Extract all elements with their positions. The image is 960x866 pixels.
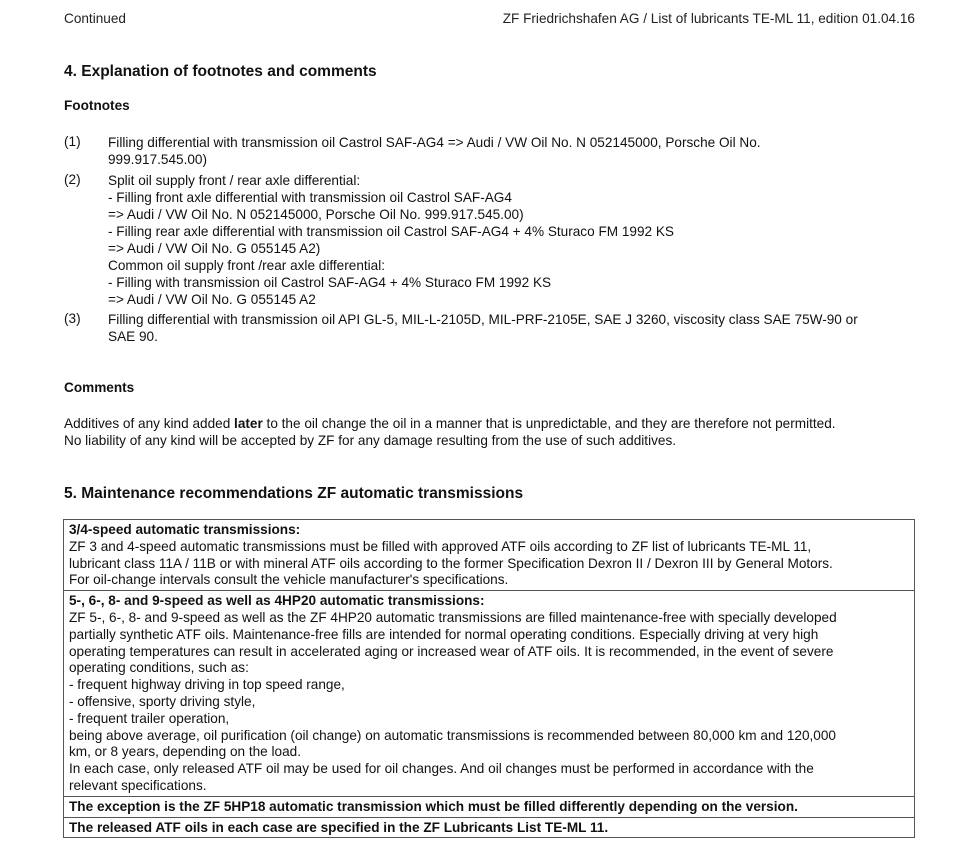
footnotes-heading: Footnotes bbox=[64, 98, 130, 113]
comments-text-part: to the oil change the oil in a manner that is unpredictable, and they are therefore not permitted. bbox=[262, 416, 836, 431]
cell-line: ZF 5-, 6-, 8- and 9-speed as well as the ZF 4HP20 automatic transmissions are filled maintenance-free with specially developed bbox=[69, 609, 837, 625]
footnote-text: Split oil supply front / rear axle differential: - Filling front axle differential with transmission oil Castrol SAF-AG4 => Audi / VW Oil No. N 052145000, Porsche Oil No. 999.917.545.00) - Filling rear axle differential with transmission oil Castrol SAF-AG4 + 4% Sturaco FM 1992 KS => Audi / VW Oil No. G 055145 A2) Common oil supply front /rear axle differential: - Filling with transmission oil Castrol SAF-AG4 + 4% Sturaco FM 1992 KS => Audi / VW Oil No. G 055145 A2 bbox=[108, 173, 674, 307]
comments-line-2: No liability of any kind will be accepted by ZF for any damage resulting from the use of such additives. bbox=[64, 433, 677, 448]
footnote-text: Filling differential with transmission oil Castrol SAF-AG4 => Audi / VW Oil No. N 052145000, Porsche Oil No. 999.917.545.00) bbox=[108, 135, 761, 167]
table-cell-3-4-speed bbox=[64, 520, 914, 591]
cell-line: ZF 3 and 4-speed automatic transmissions must be filled with approved ATF oils according to ZF list of lubricants TE-ML 11, bbox=[69, 538, 812, 554]
footnote-number: (1) bbox=[64, 134, 81, 149]
table-cell-released-oils bbox=[64, 818, 914, 838]
cell-title: 3/4-speed automatic transmissions: bbox=[69, 522, 301, 537]
cell-line: lubricant class 11A / 11B or with mineral ATF oils according to the former Specification Dexron II / Dexron III by General Motors. bbox=[69, 555, 833, 571]
table-cell-5-6-8-9-speed bbox=[64, 591, 914, 797]
section-5-title: 5. Maintenance recommendations ZF automatic transmissions bbox=[64, 485, 524, 502]
cell-line: operating temperatures can result in accelerated aging or increased wear of ATF oils. It is recommended, in the event of severe bbox=[69, 643, 834, 659]
table-cell-exception bbox=[64, 797, 914, 818]
cell-line: partially synthetic ATF oils. Maintenance-free fills are intended for normal operating conditions. Especially driving at very high bbox=[69, 626, 819, 642]
comments-heading: Comments bbox=[64, 380, 135, 395]
cell-line: - offensive, sporty driving style, bbox=[69, 693, 256, 709]
cell-line: operating conditions, such as: bbox=[69, 660, 249, 676]
comments-text-part: Additives of any kind added bbox=[64, 416, 235, 431]
comments-text bbox=[64, 415, 924, 449]
cell-line: - frequent trailer operation, bbox=[69, 710, 230, 726]
cell-line: The released ATF oils in each case are specified in the ZF Lubricants List TE-ML 11. bbox=[69, 819, 609, 835]
cell-line: For oil-change intervals consult the vehicle manufacturer's specifications. bbox=[69, 572, 509, 588]
cell-title: 5-, 6-, 8- and 9-speed as well as 4HP20 automatic transmissions: bbox=[69, 593, 485, 609]
section-4-title: 4. Explanation of footnotes and comments bbox=[64, 63, 377, 80]
cell-line: The exception is the ZF 5HP18 automatic transmission which must be filled differently depending on the version. bbox=[69, 798, 798, 814]
header-continued: Continued bbox=[64, 11, 126, 26]
cell-line: - frequent highway driving in top speed range, bbox=[69, 677, 345, 693]
footnote-text: Filling differential with transmission oil API GL-5, MIL-L-2105D, MIL-PRF-2105E, SAE J 3260, viscosity class SAE 75W-90 or SAE 90. bbox=[108, 312, 858, 344]
footnote-number: (3) bbox=[64, 311, 81, 326]
comments-line-1 bbox=[64, 415, 924, 432]
footnote-number: (2) bbox=[64, 172, 81, 187]
cell-line: being above average, oil purification (oil change) on automatic transmissions is recommended between 80,000 km and 120,000 bbox=[69, 727, 836, 743]
cell-line: km, or 8 years, depending on the load. bbox=[69, 744, 301, 760]
maintenance-table bbox=[63, 519, 915, 838]
header-document-title: ZF Friedrichshafen AG / List of lubricants TE-ML 11, edition 01.04.16 bbox=[502, 11, 915, 26]
comments-emphasis: later bbox=[234, 416, 263, 431]
cell-line: relevant specifications. bbox=[69, 777, 207, 793]
cell-line: In each case, only released ATF oil may be used for oil changes. And oil changes must be performed in accordance with the bbox=[69, 761, 814, 777]
